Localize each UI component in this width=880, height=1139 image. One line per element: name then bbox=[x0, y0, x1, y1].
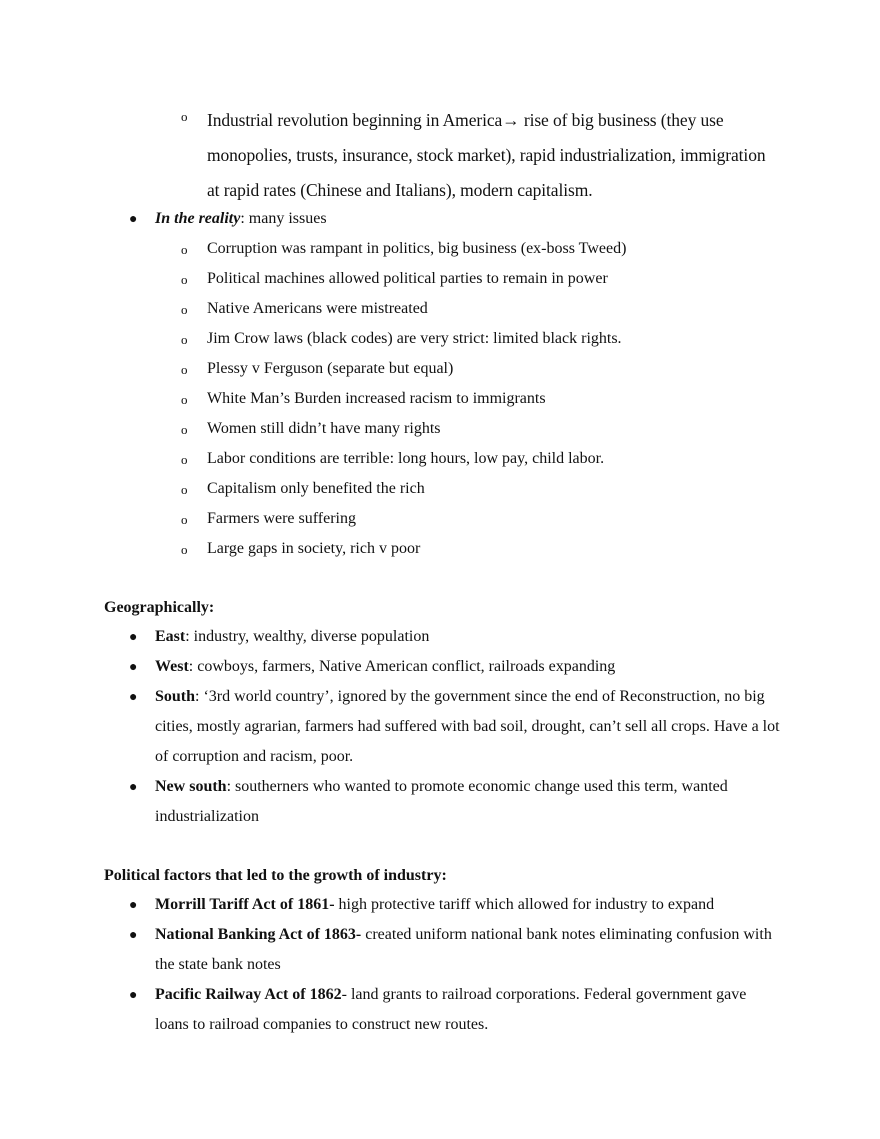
geography-term: West bbox=[155, 658, 189, 675]
circle-bullet-icon: o bbox=[181, 332, 188, 347]
geography-term: South bbox=[155, 688, 196, 705]
disc-bullet-icon: ● bbox=[129, 898, 138, 913]
geography-desc: : southerners who wanted to promote economic change used this term, wanted industrialization bbox=[155, 778, 728, 825]
political-desc: - land grants to railroad corporations. Federal government gave loans to railroad companies to construct new routes. bbox=[155, 986, 747, 1033]
reality-item: Women still didn’t have many rights bbox=[207, 420, 441, 437]
industrial-revolution-text: Industrial revolution beginning in America→ rise of big business (they use monopolies, trusts, insurance, stock market), rapid industrialization, immigration at rapid rates (Chinese and Italians), modern capitalism. bbox=[207, 110, 766, 200]
industrial-revolution-item bbox=[207, 103, 767, 208]
circle-bullet-icon: o bbox=[181, 482, 188, 497]
reality-label: In the reality bbox=[155, 210, 241, 227]
circle-bullet-icon: o bbox=[181, 362, 188, 377]
reality-rest: : many issues bbox=[240, 210, 327, 227]
geography-desc: : industry, wealthy, diverse population bbox=[185, 628, 430, 645]
disc-bullet-icon: ● bbox=[129, 660, 138, 675]
political-desc: high protective tariff which allowed for industry to expand bbox=[334, 896, 715, 913]
reality-heading-item bbox=[155, 209, 327, 229]
political-desc: created uniform national bank notes eliminating confusion with the state bank notes bbox=[155, 926, 772, 973]
disc-bullet-icon: ● bbox=[129, 630, 138, 645]
disc-bullet-icon: ● bbox=[129, 780, 138, 795]
political-heading: Political factors that led to the growth of industry: bbox=[104, 867, 447, 884]
circle-bullet-icon: o bbox=[181, 512, 188, 527]
circle-bullet-icon: o bbox=[181, 109, 188, 124]
circle-bullet-icon: o bbox=[181, 272, 188, 287]
reality-item: Corruption was rampant in politics, big business (ex-boss Tweed) bbox=[207, 240, 627, 257]
geography-item-south bbox=[155, 682, 780, 772]
geography-term: New south bbox=[155, 778, 227, 795]
circle-bullet-icon: o bbox=[181, 422, 188, 437]
circle-bullet-icon: o bbox=[181, 452, 188, 467]
geography-item-new-south bbox=[155, 772, 780, 832]
geography-heading: Geographically: bbox=[104, 599, 215, 616]
political-item-railway bbox=[155, 980, 780, 1040]
geography-desc: : ‘3rd world country’, ignored by the government since the end of Reconstruction, no big cities, mostly agrarian, farmers had suffered with bad soil, drought, can’t sell all crops. Have a lot of corruption and racism, poor. bbox=[155, 688, 780, 765]
reality-item: Jim Crow laws (black codes) are very strict: limited black rights. bbox=[207, 330, 622, 347]
geography-item-east bbox=[155, 622, 780, 652]
political-term: National Banking Act of 1863- bbox=[155, 926, 362, 943]
disc-bullet-icon: ● bbox=[129, 928, 138, 943]
geography-desc: : cowboys, farmers, Native American conflict, railroads expanding bbox=[188, 658, 616, 675]
reality-item: White Man’s Burden increased racism to immigrants bbox=[207, 390, 546, 407]
reality-item: Labor conditions are terrible: long hours, low pay, child labor. bbox=[207, 450, 605, 467]
reality-item: Capitalism only benefited the rich bbox=[207, 480, 425, 497]
circle-bullet-icon: o bbox=[181, 392, 188, 407]
circle-bullet-icon: o bbox=[181, 302, 188, 317]
circle-bullet-icon: o bbox=[181, 242, 188, 257]
disc-bullet-icon: ● bbox=[129, 212, 138, 227]
reality-item: Farmers were suffering bbox=[207, 510, 356, 527]
disc-bullet-icon: ● bbox=[129, 690, 138, 705]
geography-item-west bbox=[155, 652, 780, 682]
political-item-morrill bbox=[155, 890, 780, 920]
disc-bullet-icon: ● bbox=[129, 988, 138, 1003]
reality-item: Large gaps in society, rich v poor bbox=[207, 540, 421, 557]
political-term: Pacific Railway Act of 1862 bbox=[155, 986, 342, 1003]
political-term: Morrill Tariff Act of 1861- bbox=[155, 896, 335, 913]
circle-bullet-icon: o bbox=[181, 542, 188, 557]
geography-term: East bbox=[155, 628, 186, 645]
reality-item: Native Americans were mistreated bbox=[207, 300, 428, 317]
political-item-banking bbox=[155, 920, 780, 980]
reality-item: Political machines allowed political parties to remain in power bbox=[207, 270, 608, 287]
reality-item: Plessy v Ferguson (separate but equal) bbox=[207, 360, 454, 377]
